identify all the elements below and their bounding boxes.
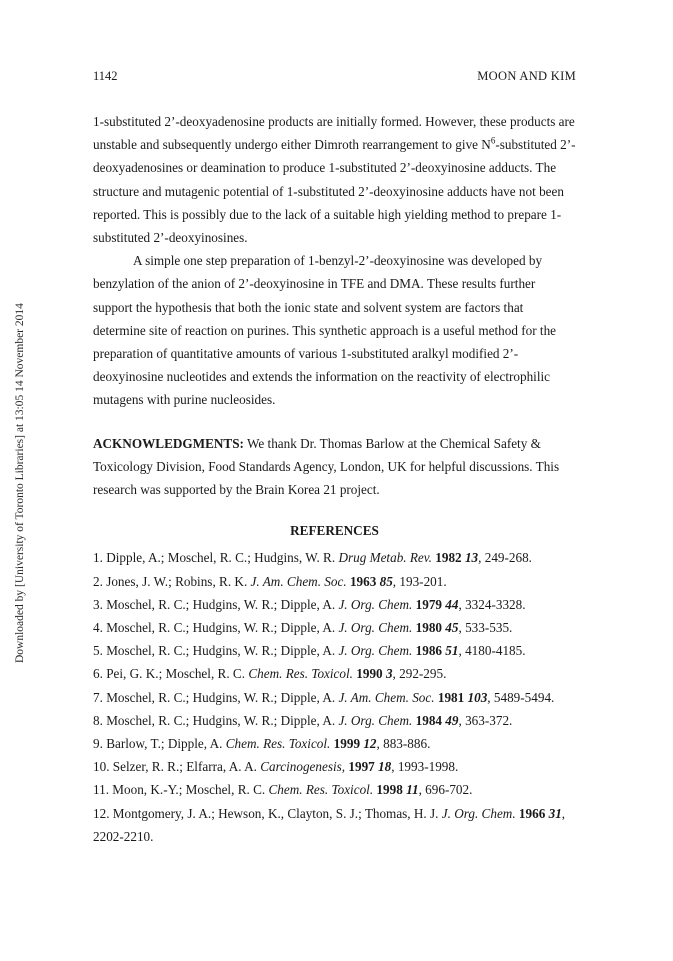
- reference-year: 1963: [349, 573, 377, 589]
- reference-journal: J. Am. Chem. Soc.: [338, 689, 435, 705]
- reference-item: [93, 778, 576, 801]
- reference-volume: 13: [464, 550, 479, 566]
- reference-volume: 51: [445, 643, 459, 659]
- reference-year: 1981: [437, 689, 465, 705]
- reference-year: 1997: [348, 759, 375, 775]
- page-header: [93, 69, 576, 87]
- reference-year: 1979: [415, 596, 442, 612]
- paragraph-intro-part2: -substituted 2’-deoxyadenosines or deamination to produce 1-substituted 2’-deoxyinosine adducts. The structure and mutagenic potential of 1-substituted 2’-deoxyinosine adducts have not been reported. This is possibly due to the lack of a suitable high yielding method to prepare 1-substituted 2’-deoxyinosines.: [93, 137, 576, 246]
- reference-authors: 11. Moon, K.-Y.; Moschel, R. C.: [93, 782, 269, 798]
- reference-journal: Chem. Res. Toxicol.: [225, 736, 331, 752]
- reference-pages: , 4180-4185.: [458, 643, 526, 659]
- reference-volume: 18: [378, 759, 392, 775]
- paragraph-intro-part1: 1-substituted 2’-deoxyadenosine products are initially formed. However, these products are unstable and subsequently undergo either Dimroth rearrangement to give N: [93, 114, 575, 153]
- reference-volume: 3: [385, 666, 393, 682]
- reference-volume: 31: [548, 805, 562, 821]
- reference-list: [93, 546, 576, 848]
- reference-pages: , 883-886.: [376, 736, 431, 752]
- reference-journal: Drug Metab. Rev.: [338, 550, 432, 566]
- reference-journal: J. Am. Chem. Soc.: [250, 573, 347, 589]
- reference-authors: 10. Selzer, R. R.; Elfarra, A. A.: [93, 759, 261, 775]
- reference-authors: 6. Pei, G. K.; Moschel, R. C.: [93, 666, 249, 682]
- reference-volume: 44: [445, 596, 459, 612]
- download-watermark-text: Downloaded by [University of Toronto Libraries] at 13:05 14 November 2014: [14, 303, 26, 663]
- reference-pages: , 363-372.: [458, 712, 513, 728]
- reference-item: [93, 570, 576, 593]
- reference-pages: , 1993-1998.: [391, 759, 459, 775]
- reference-authors: 3. Moschel, R. C.; Hudgins, W. R.; Dipple, A.: [93, 596, 339, 612]
- reference-pages: , 292-295.: [392, 666, 447, 682]
- reference-volume: 11: [406, 782, 419, 798]
- reference-item: [93, 732, 576, 755]
- reference-item: [93, 662, 576, 685]
- reference-item: [93, 639, 576, 662]
- reference-year: 1984: [415, 712, 442, 728]
- reference-year: 1966: [518, 805, 546, 821]
- reference-year: 1990: [356, 666, 383, 682]
- download-watermark: [6, 268, 26, 663]
- reference-item: [93, 686, 576, 709]
- reference-journal: J. Org. Chem.: [338, 643, 413, 659]
- reference-volume: 45: [445, 620, 459, 636]
- reference-year: 1998: [376, 782, 403, 798]
- reference-volume: 49: [445, 712, 459, 728]
- reference-pages: , 696-702.: [418, 782, 473, 798]
- reference-pages: , 5489-5494.: [487, 689, 555, 705]
- reference-item: [93, 802, 576, 848]
- acknowledgments-text: We thank Dr. Thomas Barlow at the Chemical Safety & Toxicology Division, Food Standards Agency, London, UK for helpful discussions. This research was supported by the Brain Korea 21 project.: [93, 435, 560, 498]
- paragraph-intro: [93, 110, 576, 249]
- reference-authors: 9. Barlow, T.; Dipple, A.: [93, 736, 226, 752]
- reference-authors: 5. Moschel, R. C.; Hudgins, W. R.; Dipple, A.: [93, 643, 339, 659]
- reference-volume: 12: [363, 736, 377, 752]
- reference-item: [93, 593, 576, 616]
- reference-item: [93, 709, 576, 732]
- reference-journal: J. Org. Chem.: [338, 596, 413, 612]
- reference-year: 1982: [435, 550, 462, 566]
- reference-authors: 7. Moschel, R. C.; Hudgins, W. R.; Dipple, A.: [93, 689, 339, 705]
- reference-item: [93, 755, 576, 778]
- reference-pages: , 2202-2210.: [93, 805, 566, 844]
- reference-authors: 8. Moschel, R. C.; Hudgins, W. R.; Dipple, A.: [93, 712, 339, 728]
- reference-volume: 103: [467, 689, 488, 705]
- reference-pages: , 193-201.: [392, 573, 447, 589]
- running-title: MOON AND KIM: [477, 69, 576, 83]
- reference-pages: , 249-268.: [478, 550, 532, 566]
- reference-authors: 2. Jones, J. W.; Robins, R. K.: [93, 573, 251, 589]
- page-body: [93, 110, 576, 848]
- reference-item: [93, 546, 576, 569]
- reference-volume: 85: [379, 573, 393, 589]
- reference-journal: J. Org. Chem.: [441, 805, 516, 821]
- reference-pages: , 3324-3328.: [458, 596, 526, 612]
- paragraph-conclusion: A simple one step preparation of 1-benzyl-2’-deoxyinosine was developed by benzylation of the anion of 2’-deoxyinosine in TFE and DMA. These results further support the hypothesis that both the ionic state and solvent system are factors that determine site of reaction on purines. This synthetic approach is a useful method for the preparation of quantitative amounts of various 1-substituted aralkyl modified 2’-deoxyinosine nucleotides and extends the information on the reactivity of electrophilic mutagens with purine nucleosides.: [93, 253, 557, 408]
- page-number: 1142: [93, 69, 118, 83]
- references-heading: REFERENCES: [290, 523, 379, 539]
- reference-journal: Chem. Res. Toxicol.: [268, 782, 374, 798]
- superscript-six: 6: [490, 135, 496, 146]
- reference-item: [93, 616, 576, 639]
- reference-year: 1986: [415, 643, 442, 659]
- reference-journal: Carcinogenesis,: [260, 759, 346, 775]
- reference-year: 1980: [415, 620, 442, 636]
- acknowledgments: [93, 432, 576, 502]
- reference-journal: J. Org. Chem.: [338, 620, 413, 636]
- reference-authors: 12. Montgomery, J. A.; Hewson, K., Clayton, S. J.; Thomas, H. J.: [93, 805, 442, 821]
- reference-pages: , 533-535.: [458, 620, 513, 636]
- reference-journal: Chem. Res. Toxicol.: [248, 666, 353, 682]
- reference-authors: 4. Moschel, R. C.; Hudgins, W. R.; Dipple, A.: [93, 620, 339, 636]
- acknowledgments-heading: ACKNOWLEDGMENTS:: [93, 435, 244, 451]
- reference-year: 1999: [333, 736, 361, 752]
- reference-authors: 1. Dipple, A.; Moschel, R. C.; Hudgins, W. R.: [93, 550, 339, 566]
- reference-journal: J. Org. Chem.: [338, 712, 413, 728]
